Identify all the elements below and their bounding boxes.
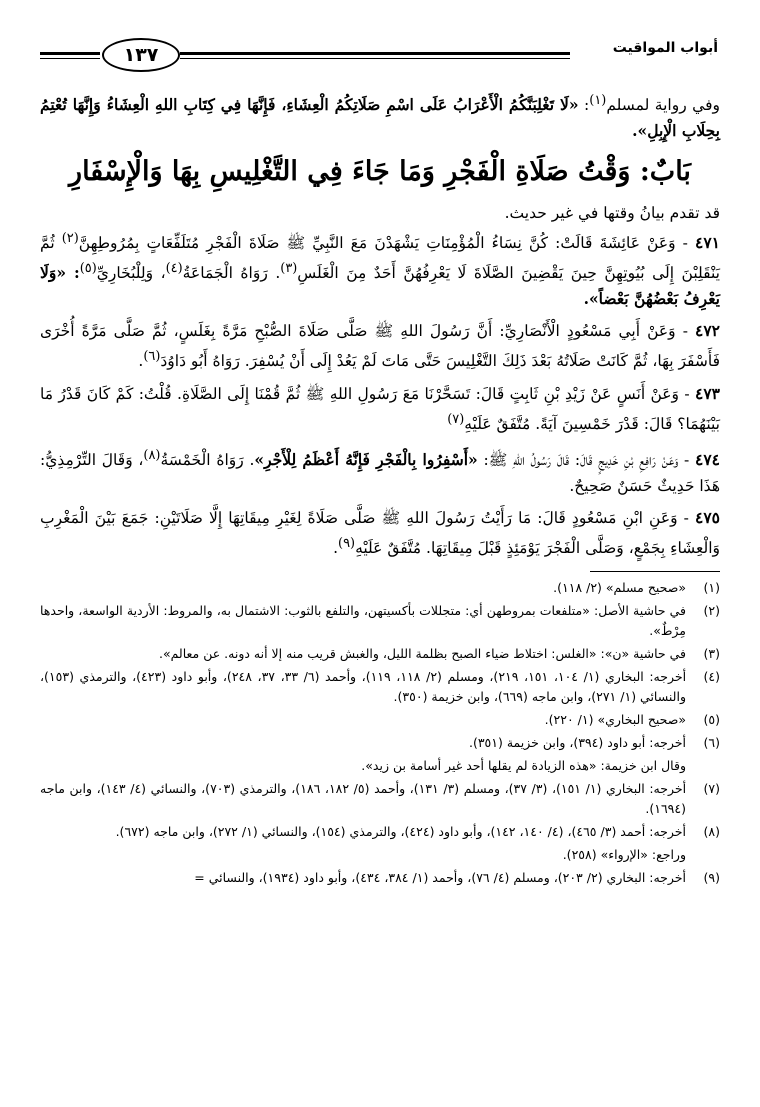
footnote-ref[interactable]: (٣) — [280, 261, 298, 277]
footnote-number: (٤) — [703, 669, 720, 685]
hadith-471 — [40, 226, 720, 312]
page-header — [40, 30, 720, 80]
hadith-475 — [40, 505, 720, 561]
footnote-ref[interactable]: (٥) — [79, 261, 97, 277]
footnote-ref[interactable]: (١) — [589, 93, 607, 108]
hadith-text: . رَوَاهُ الْخَمْسَةُ — [160, 450, 255, 469]
footnote-number: (٥) — [703, 712, 720, 728]
footnote-ref[interactable]: (٩) — [338, 535, 356, 551]
footnote — [40, 578, 720, 598]
hadith-text: . رَوَاهُ الْجَمَاعَةُ — [182, 264, 281, 283]
hadith-text: ثُمَّ يَنْقَلِبْنَ إِلَى بُيُوتِهِنَّ حِينَ يَقْضِينَ الصَّلَاةَ لَا يَعْرِفُهُنَّ أَحَدٌ مِنَ الْغَلَسِ — [40, 234, 720, 283]
hadith-472 — [40, 318, 720, 374]
footnote-text: أخرجه: أبو داود (٣٩٤)، وابن خزيمة (٣٥١). — [468, 735, 686, 751]
hadith-text: - وَعَنْ أَنَسٍ عَنْ زَيْدِ بْنِ ثَابِتٍ قَالَ: تَسَحَّرْنَا مَعَ رَسُولِ اللهِ ﷺ ثُمَّ قُمْنَا إِلَى الصَّلَاةِ. قُلْتُ: كَمْ كَانَ قَدْرُ مَا بَيْنَهُمَا؟ قَالَ: قَدْرَ خَمْسِينَ آيَةً. مُتَّفَقٌ عَلَيْهِ — [40, 384, 720, 433]
footnote-continuation: وقال ابن خزيمة: «هذه الزيادة لم يقلها أحد غير أسامة بن زيد». — [361, 758, 686, 774]
chapter-heading: بَابٌ: وَقْتُ صَلَاةِ الْفَجْرِ وَمَا جَاءَ فِي التَّغْلِيسِ بِهَا وَالْإِسْفَارِ — [69, 156, 691, 188]
footnote-text: «صحيح البخاري» (١/ ٢٢٠). — [544, 712, 686, 728]
hadith-text: - وَعَنْ عَائِشَةَ قَالَتْ: كُنَّ نِسَاءُ الْمُؤْمِنَاتِ يَشْهَدْنَ مَعَ النَّبِيِّ ﷺ صَلَاةَ الْفَجْرِ مُتَلَفِّعَاتٍ بِمُرُوطِهِنَّ — [78, 234, 696, 253]
hadith-quote: «أَسْفِرُوا بِالْفَجْرِ فَإِنَّهُ أَعْظَمُ لِلْأَجْرِ» — [254, 449, 478, 469]
hadith-text: : «وَلَا يَعْرِفُ بَعْضُهُنَّ بَعْضاً». — [40, 263, 720, 309]
header-rule-left — [40, 52, 100, 55]
intro-prefix: وفي رواية لمسلم — [606, 96, 720, 115]
hadith-number: ٤٧١ — [695, 233, 720, 253]
footnote — [40, 868, 720, 888]
chapter-note: قد تقدم بيانُ وقتها في غير حديث. — [504, 204, 720, 223]
hadith-number: ٤٧٤ — [695, 449, 720, 469]
footnote-number: (٢) — [703, 603, 720, 619]
hadith-text: . — [138, 352, 144, 371]
footnote — [40, 601, 720, 641]
footnote-ref[interactable]: (٨) — [143, 447, 161, 463]
header-rule-right-thin — [180, 58, 570, 59]
footnote-ref[interactable]: (٢) — [61, 231, 79, 247]
intro-paragraph — [40, 88, 720, 144]
hadith-474 — [40, 443, 720, 499]
footnote-number: (٩) — [703, 870, 720, 886]
footnote-separator — [590, 571, 720, 572]
hadith-473 — [40, 381, 720, 437]
main-text — [40, 88, 720, 891]
footnote — [40, 822, 720, 842]
page — [40, 0, 720, 1107]
footnote-number: (١) — [703, 580, 720, 596]
hadith-number: ٤٧٥ — [695, 507, 720, 527]
footnote-text: «صحيح مسلم» (٢/ ١١٨). — [553, 580, 686, 596]
footnote-number: (٧) — [703, 781, 720, 797]
footnote — [40, 710, 720, 730]
hadith-text: - وَعَنْ أَبِي مَسْعُودٍ الْأَنْصَارِيِّ: أَنَّ رَسُولَ اللهِ ﷺ صَلَّى صَلَاةَ الصُّبْحِ مَرَّةً بِغَلَسٍ، ثُمَّ صَلَّى مَرَّةً أُخْرَى فَأَسْفَرَ بِهَا، ثُمَّ كَانَتْ صَلَاتُهُ بَعْدَ ذَلِكَ التَّغْلِيسَ حَتَّى مَاتَ لَمْ يَعُدْ إِلَى أَنْ يُسْفِرَ. رَوَاهُ أَبُو دَاوُدَ — [40, 322, 720, 371]
hadith-text: - وَعَنِ ابْنِ مَسْعُودٍ قَالَ: مَا رَأَيْتُ رَسُولَ اللهِ ﷺ صَلَّى صَلَاةً لِغَيْرِ مِيقَاتِهَا إِلَّا صَلَاتَيْنِ: جَمَعَ بَيْنَ الْمَغْرِبِ وَالْعِشَاءِ بِجَمْعٍ، وَصَلَّى الْفَجْرَ يَوْمَئِذٍ قَبْلَ مِيقَاتِهَا. مُتَّفَقٌ عَلَيْهِ — [40, 508, 720, 558]
footnote-text: أخرجه: أحمد (٣/ ٤٦٥)، (٤/ ١٤٠، ١٤٢)، وأبو داود (٤٢٤)، والترمذي (١٥٤)، والنسائي (١/ ٢٧٢)، وابن ماجه (٦٧٢). — [115, 824, 686, 840]
header-rule-right — [180, 52, 570, 55]
intro-quote: «لَا تَغْلِبَنَّكُمُ الْأَعْرَابُ عَلَى اسْمِ صَلَاتِكُمُ الْعِشَاءِ، فَإِنَّهَا فِي كِتَابِ اللهِ الْعِشَاءُ وَإِنَّهَا تُعْتِمُ بِحِلَابِ الْإِبِلِ». — [40, 95, 720, 141]
footnote — [40, 733, 720, 753]
hadith-number: ٤٧٢ — [695, 321, 720, 341]
footnote-ref[interactable]: (٤) — [165, 261, 183, 277]
running-title: أبواب المواقيت — [612, 40, 718, 56]
footnote-text: أخرجه: البخاري (١/ ١٠٤، ١٥١، ٢١٩)، ومسلم (٢/ ١١٨، ١١٩)، وأحمد (٦/ ٣٣، ٣٧، ٢٤٨)، وأبو داود (٤٢٣)، والترمذي (١٥٣)، والنسائي (١/ ٢٧١)، وابن ماجه (٦٦٩)، وابن خزيمة (٣٥٠). — [40, 669, 687, 705]
footnote-continuation: وراجع: «الإرواء» (٢٥٨). — [562, 847, 686, 863]
hadith-text: . — [333, 539, 339, 558]
hadith-number: ٤٧٣ — [695, 383, 720, 403]
hadith-text: - وَعَنْ رَافِعِ بْنِ خَدِيجٍ قَالَ: قَالَ رَسُولُ اللهِ ﷺ: — [477, 450, 696, 469]
footnote-text: أخرجه: البخاري (٢/ ٢٠٣)، ومسلم (٤/ ٧٦)، وأحمد (١/ ٣٨٤، ٤٣٤)، وأبو داود (١٩٣٤)، والنسائي = — [194, 870, 686, 886]
footnote — [40, 779, 720, 819]
footnote-text: في حاشية «ن»: «الغلس: اختلاط ضياء الصبح بظلمة الليل، والغبش قريب منه إلا أنه دونه. عن معالم». — [158, 646, 686, 662]
footnotes — [40, 578, 720, 888]
hadith-text: ، وَقَالَ التِّرْمِذِيُّ: هَذَا حَدِيثٌ حَسَنٌ صَحِيحٌ. — [40, 450, 720, 495]
footnote-ref[interactable]: (٦) — [143, 349, 161, 365]
footnote-number: (٦) — [703, 735, 720, 751]
hadith-text: ، وَلِلْبُخَارِيِّ — [96, 264, 166, 283]
footnote — [40, 667, 720, 707]
footnote-number: (٣) — [703, 646, 720, 662]
footnote-text: أخرجه: البخاري (١/ ١٥١)، (٣/ ٣٧)، ومسلم (٣/ ١٣١)، وأحمد (٥/ ١٨٢، ١٨٦)، والترمذي (٧٠٣)، والنسائي (٤/ ١٤٣)، وابن ماجه (١٦٩٤). — [40, 781, 687, 817]
footnote — [40, 644, 720, 664]
footnote-ref[interactable]: (٧) — [447, 411, 465, 427]
page-number: ١٣٧ — [102, 38, 180, 72]
intro-sep: : — [578, 96, 590, 115]
footnote-number: (٨) — [703, 824, 720, 840]
footnote-text: في حاشية الأصل: «متلفعات بمروطهن أي: متجللات بأكسيتهن، والتلفع بالثوب: الاشتمال به، والمروط: الأردية الواسعة، واحدها مِرْطٌ». — [40, 603, 686, 639]
header-rule-left-thin — [40, 58, 100, 59]
